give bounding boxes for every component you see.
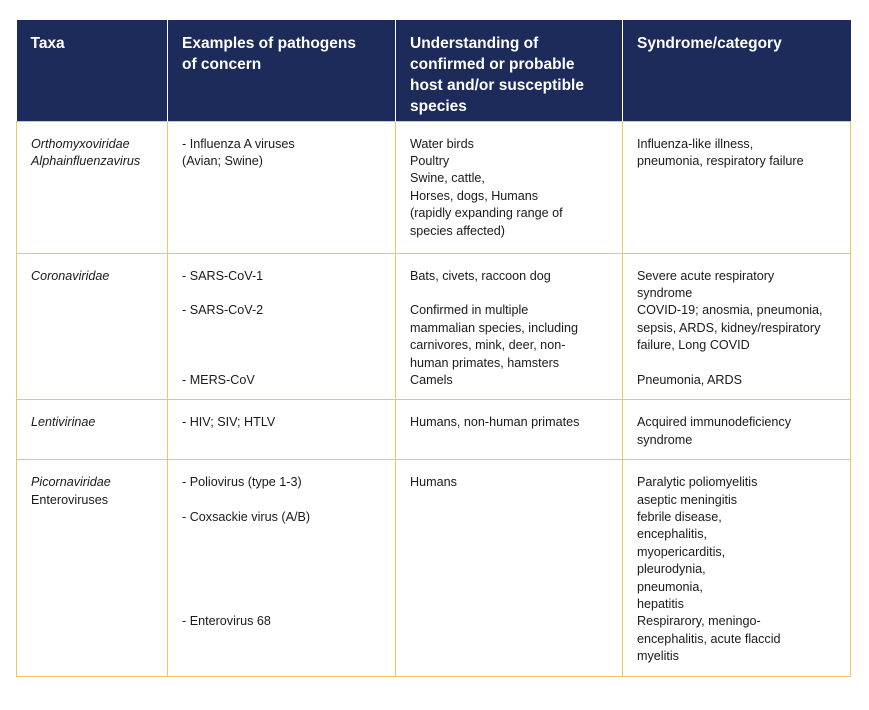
table-row xyxy=(17,253,851,400)
syndrome-cell xyxy=(623,121,851,253)
syndrome-text: hepatitis xyxy=(637,596,684,611)
syndrome-cell xyxy=(623,400,851,460)
table-row xyxy=(17,121,851,253)
host-text: Camels xyxy=(410,372,453,387)
host-text: (rapidly expanding range of xyxy=(410,206,563,221)
taxa-name: Enteroviruses xyxy=(31,492,108,507)
taxa-cell xyxy=(17,121,168,253)
syndrome-text: sepsis, ARDS, kidney/respiratory xyxy=(637,320,821,335)
syndrome-text: myopericarditis, xyxy=(637,544,726,559)
header-pathogens-line: of concern xyxy=(182,56,262,73)
host-text: Poultry xyxy=(410,153,450,168)
syndrome-text: pneumonia, respiratory failure xyxy=(637,153,804,168)
header-pathogens xyxy=(168,20,396,121)
pathogen-text: - Coxsackie virus (A/B) xyxy=(182,509,311,524)
pathogens-cell xyxy=(168,121,396,253)
hosts-cell xyxy=(396,400,623,460)
syndrome-text: Influenza-like illness, xyxy=(637,136,754,151)
host-text: Humans, non-human primates xyxy=(410,415,580,430)
syndrome-text: myelitis xyxy=(637,649,679,664)
pathogen-text: - Influenza A viruses xyxy=(182,136,295,151)
pathogen-text: - Poliovirus (type 1-3) xyxy=(182,475,302,490)
syndrome-text: encephalitis, xyxy=(637,527,708,542)
syndrome-text: Paralytic poliomyelitis xyxy=(637,475,758,490)
syndrome-text: Pneumonia, ARDS xyxy=(637,372,743,387)
header-hosts xyxy=(396,20,623,121)
syndrome-text: Severe acute respiratory xyxy=(637,268,775,283)
syndrome-text: encephalitis, acute flaccid xyxy=(637,631,781,646)
syndrome-cell xyxy=(623,253,851,400)
header-pathogens-line: Examples of pathogens xyxy=(182,35,356,52)
taxa-cell xyxy=(17,460,168,676)
header-hosts-line: species xyxy=(410,98,467,115)
pathogen-text: - Enterovirus 68 xyxy=(182,614,271,629)
taxa-name: Coronaviridae xyxy=(31,268,110,283)
host-text: Humans xyxy=(410,475,457,490)
syndrome-text: syndrome xyxy=(637,285,693,300)
header-taxa-text: Taxa xyxy=(30,35,65,52)
table-row xyxy=(17,460,851,676)
host-text: Swine, cattle, xyxy=(410,171,485,186)
header-syndrome xyxy=(623,20,851,121)
pathogens-cell xyxy=(168,400,396,460)
pathogen-text: - SARS-CoV-1 xyxy=(182,268,264,283)
header-taxa xyxy=(17,20,168,121)
syndrome-cell xyxy=(623,460,851,676)
taxa-name: Lentivirinae xyxy=(31,415,96,430)
taxa-name: Picornaviridae xyxy=(31,475,111,490)
host-text: species affected) xyxy=(410,223,505,238)
host-text: Horses, dogs, Humans xyxy=(410,188,539,203)
taxa-name: Alphainfluenzavirus xyxy=(31,153,141,168)
host-text: Water birds xyxy=(410,136,474,151)
host-text: Bats, civets, raccoon dog xyxy=(410,268,551,283)
host-text: carnivores, mink, deer, non- xyxy=(410,338,566,353)
table-row xyxy=(17,400,851,460)
pathogens-cell xyxy=(168,460,396,676)
header-syndrome-text: Syndrome/category xyxy=(637,35,782,52)
pathogen-text: - HIV; SIV; HTLV xyxy=(182,415,276,430)
hosts-cell xyxy=(396,121,623,253)
host-text: mammalian species, including xyxy=(410,320,578,335)
pathogen-text: - SARS-CoV-2 xyxy=(182,303,264,318)
syndrome-text: Acquired immunodeficiency xyxy=(637,415,791,430)
hosts-cell xyxy=(396,253,623,400)
taxa-name: Orthomyxoviridae xyxy=(31,136,130,151)
hosts-cell xyxy=(396,460,623,676)
syndrome-text: aseptic meningitis xyxy=(637,492,738,507)
pathogen-text: (Avian; Swine) xyxy=(182,153,263,168)
syndrome-text: Respirarory, meningo- xyxy=(637,614,761,629)
syndrome-text: syndrome xyxy=(637,432,693,447)
taxa-cell xyxy=(17,400,168,460)
host-text: Confirmed in multiple xyxy=(410,303,529,318)
taxa-cell xyxy=(17,253,168,400)
header-row xyxy=(17,20,851,121)
header-hosts-line: confirmed or probable xyxy=(410,56,575,73)
header-hosts-line: host and/or susceptible xyxy=(410,77,584,94)
syndrome-text: febrile disease, xyxy=(637,509,722,524)
host-text: human primates, hamsters xyxy=(410,355,560,370)
pathogen-text: - MERS-CoV xyxy=(182,372,255,387)
syndrome-text: pneumonia, xyxy=(637,579,703,594)
pathogens-cell xyxy=(168,253,396,400)
syndrome-text: pleurodynia, xyxy=(637,562,706,577)
header-hosts-line: Understanding of xyxy=(410,35,539,52)
syndrome-text: failure, Long COVID xyxy=(637,338,750,353)
pathogen-table xyxy=(16,20,851,677)
syndrome-text: COVID-19; anosmia, pneumonia, xyxy=(637,303,823,318)
